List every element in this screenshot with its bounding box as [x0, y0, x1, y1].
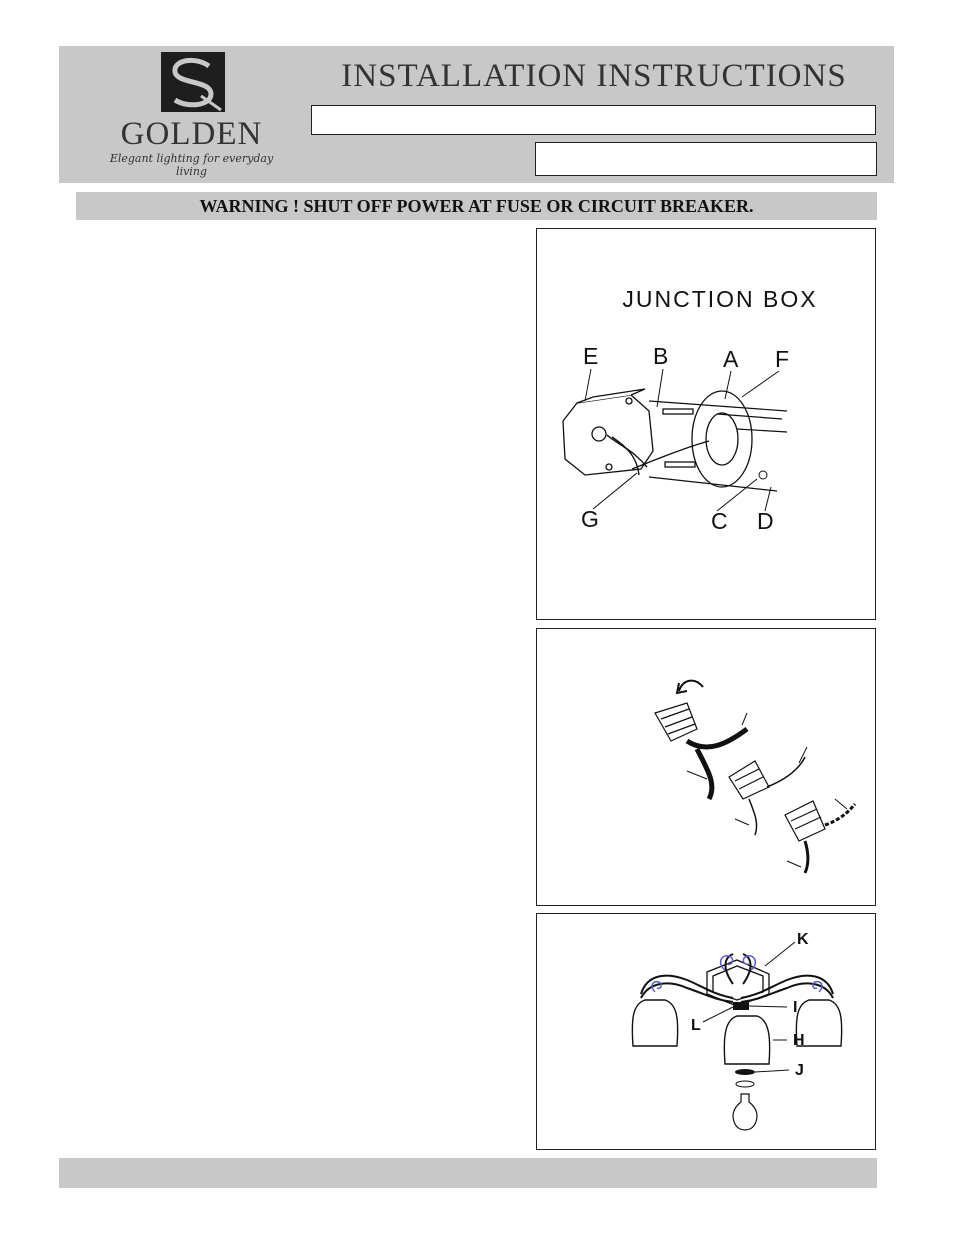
item-number-field [535, 142, 877, 176]
label-j: J [795, 1062, 804, 1079]
mounting-nut-icon [733, 1002, 749, 1010]
brand-wordmark: GOLDEN [120, 116, 263, 152]
label-k: K [797, 931, 809, 948]
label-l: L [691, 1017, 701, 1034]
label-a: A [723, 346, 739, 372]
screw-c-icon [759, 471, 767, 479]
wire-nut-diagram [537, 629, 877, 907]
twist-arrow-icon [679, 681, 703, 691]
label-f: F [775, 346, 790, 372]
light-bulb-icon [733, 1094, 757, 1130]
label-i: I [793, 999, 798, 1016]
wire-connector-icon [785, 801, 825, 841]
junction-box-figure [536, 228, 876, 620]
fixture-assembly-figure [536, 913, 876, 1150]
wire-connector-icon [729, 761, 769, 799]
model-field [311, 105, 876, 135]
junction-box-diagram [537, 229, 877, 621]
label-c: C [711, 508, 728, 534]
footer-band [59, 1158, 877, 1188]
label-g: G [581, 506, 599, 532]
warning-banner: WARNING ! SHUT OFF POWER AT FUSE OR CIRCUIT BREAKER. [76, 192, 877, 220]
label-b: B [653, 343, 669, 369]
figure-title: JUNCTION BOX [622, 286, 818, 312]
wire-connection-figure [536, 628, 876, 906]
wire-connector-icon [655, 703, 697, 741]
header-band [59, 46, 894, 183]
fixture-diagram [537, 914, 877, 1151]
socket-ring-icon [735, 1069, 755, 1075]
golden-logo [109, 52, 274, 177]
label-e: E [583, 343, 599, 369]
label-d: D [757, 508, 774, 534]
s-monogram-icon [161, 52, 225, 112]
page-title: INSTALLATION INSTRUCTIONS [341, 58, 847, 94]
brand-tagline: Elegant lighting for everyday living [109, 152, 274, 178]
washer-icon [736, 1081, 754, 1087]
label-h: H [793, 1032, 805, 1049]
junction-box-icon [563, 389, 653, 475]
